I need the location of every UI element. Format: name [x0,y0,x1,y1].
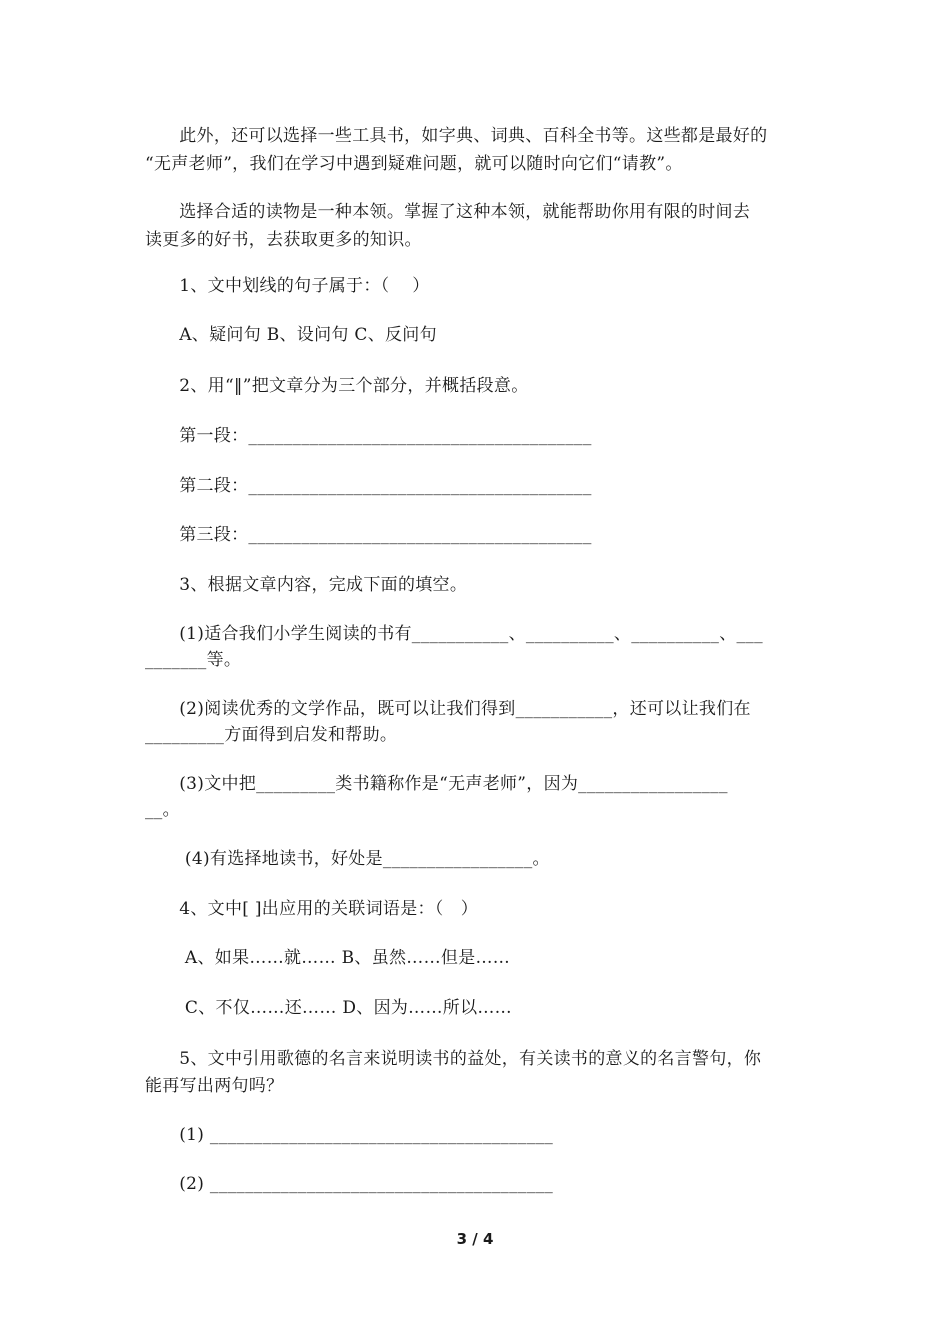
question-3-4: (4)有选择地读书，好处是_________________。 [145,849,550,869]
paragraph-1-line-1: 此外，还可以选择一些工具书，如字典、词典、百科全书等。这些都是最好的 [145,126,768,146]
question-3-1-line-1: (1)适合我们小学生阅读的书有___________、__________、__________、___ [145,624,763,644]
paragraph-2-line-1: 选择合适的读物是一种本领。掌握了这种本领，就能帮助你用有限的时间去 [145,202,751,222]
paragraph-1-line-2: “无声老师”，我们在学习中遇到疑难问题，就可以随时向它们“请教”。 [145,154,683,174]
paragraph-2-line-2: 读更多的好书，去获取更多的知识。 [145,230,422,250]
question-5-answer-1: (1) _______________________________________ [145,1125,554,1145]
question-2-section-1: 第一段：_______________________________________ [145,426,592,446]
question-2: 2、用“‖”把文章分为三个部分，并概括段意。 [145,376,529,396]
question-3-3-line-2: __。 [145,800,180,820]
question-3-2-line-1: (2)阅读优秀的文学作品，既可以让我们得到___________，还可以让我们在 [145,699,751,719]
question-5-answer-2: (2) _______________________________________ [145,1174,554,1194]
question-5-line-1: 5、文中引用歌德的名言来说明读书的益处，有关读书的意义的名言警句，你 [145,1049,762,1069]
question-4-options-1: A、如果……就…… B、虽然……但是…… [145,948,511,968]
question-2-section-2: 第二段：_______________________________________ [145,476,592,496]
question-5-line-2: 能再写出两句吗？ [145,1076,284,1096]
question-1: 1、文中划线的句子属于：（ ） [145,276,430,296]
question-3-2-line-2: _________方面得到启发和帮助。 [145,725,398,745]
page-number: 3 / 4 [456,1230,494,1248]
question-1-options: A、疑问句 B、设问句 C、反问句 [145,325,437,345]
question-3-3-line-1: (3)文中把_________类书籍称作是“无声老师”，因为_________________ [145,774,728,794]
question-4-options-2: C、不仅……还…… D、因为……所以…… [145,998,512,1018]
question-2-section-3: 第三段：_______________________________________ [145,525,592,545]
question-3-1-line-2: _______等。 [145,650,242,670]
question-3: 3、根据文章内容，完成下面的填空。 [145,575,468,595]
question-4: 4、文中[ ]出应用的关联词语是：（ ） [145,899,479,919]
